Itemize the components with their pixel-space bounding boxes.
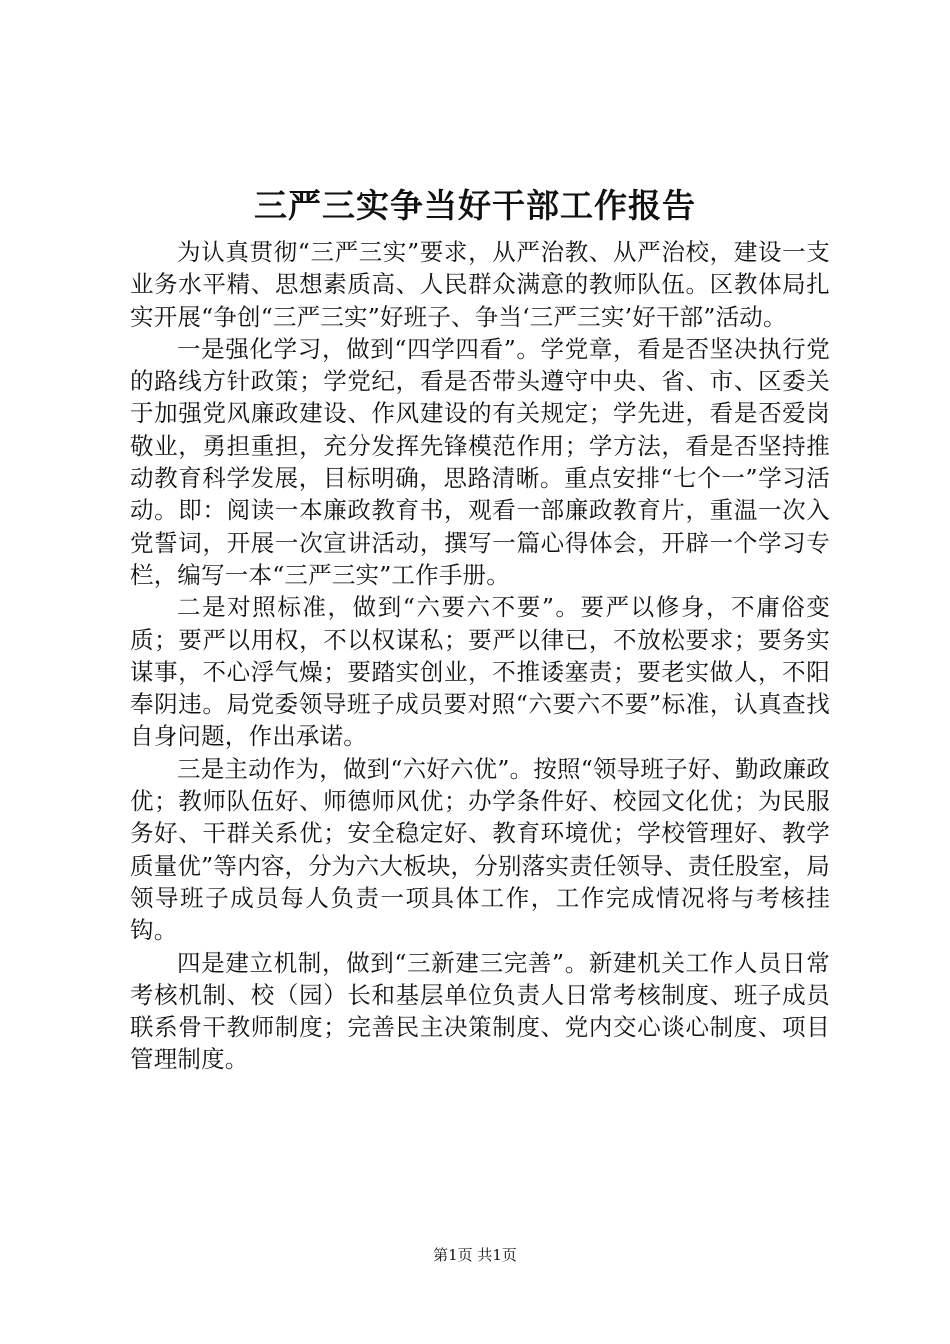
document-title: 三严三实争当好干部工作报告: [254, 186, 696, 225]
paragraph-standards: 二是对照标准，做到“六要六不要”。要严以修身，不庸俗变质；要严以用权，不以权谋私；要严以律已，不放松要求；要务实谋事，不心浮气燥；要踏实创业，不推诿塞责；要老实做人，不阳奉阴违。局党委领导班子成员要对照“六要六不要”标准，认真查找自身问题，作出承诺。: [130, 593, 830, 751]
document-body: [130, 236, 830, 1076]
paragraph-initiative: 三是主动作为，做到“六好六优”。按照“领导班子好、勤政廉政优；教师队伍好、师德师风优；办学条件好、校园文化优；为民服务好、干群关系优；安全稳定好、教育环境优；学校管理好、教学质量优”等内容，分为六大板块，分别落实责任领导、责任股室，局领导班子成员每人负责一项具体工作，工作完成情况将与考核挂钩。: [130, 754, 830, 945]
paragraph-study: 一是强化学习，做到“四学四看”。学党章，看是否坚决执行党的路线方针政策；学党纪，看是否带头遵守中央、省、市、区委关于加强党风廉政建设、作风建设的有关规定；学先进，看是否爱岗敬业，勇担重担，充分发挥先锋模范作用；学方法，看是否坚持推动教育科学发展，目标明确，思路清晰。重点安排“七个一”学习活动。即：阅读一本廉政教育书，观看一部廉政教育片，重温一次入党誓词，开展一次宣讲活动，撰写一篇心得体会，开辟一个学习专栏，编写一本“三严三实”工作手册。: [130, 334, 830, 589]
paragraph-intro: 为认真贯彻“三严三实”要求，从严治教、从严治校，建设一支业务水平精、思想素质高、人民群众满意的教师队伍。区教体局扎实开展“争创“三严三实”好班子、争当‘三严三实’好干部”活动。: [130, 238, 830, 331]
page-number-footer: 第1页 共1页: [433, 1246, 517, 1264]
paragraph-mechanism: 四是建立机制，做到“三新建三完善”。新建机关工作人员日常考核机制、校（园）长和基层单位负责人日常考核制度、班子成员联系骨干教师制度；完善民主决策制度、党内交心谈心制度、项目管理制度。: [130, 948, 830, 1074]
